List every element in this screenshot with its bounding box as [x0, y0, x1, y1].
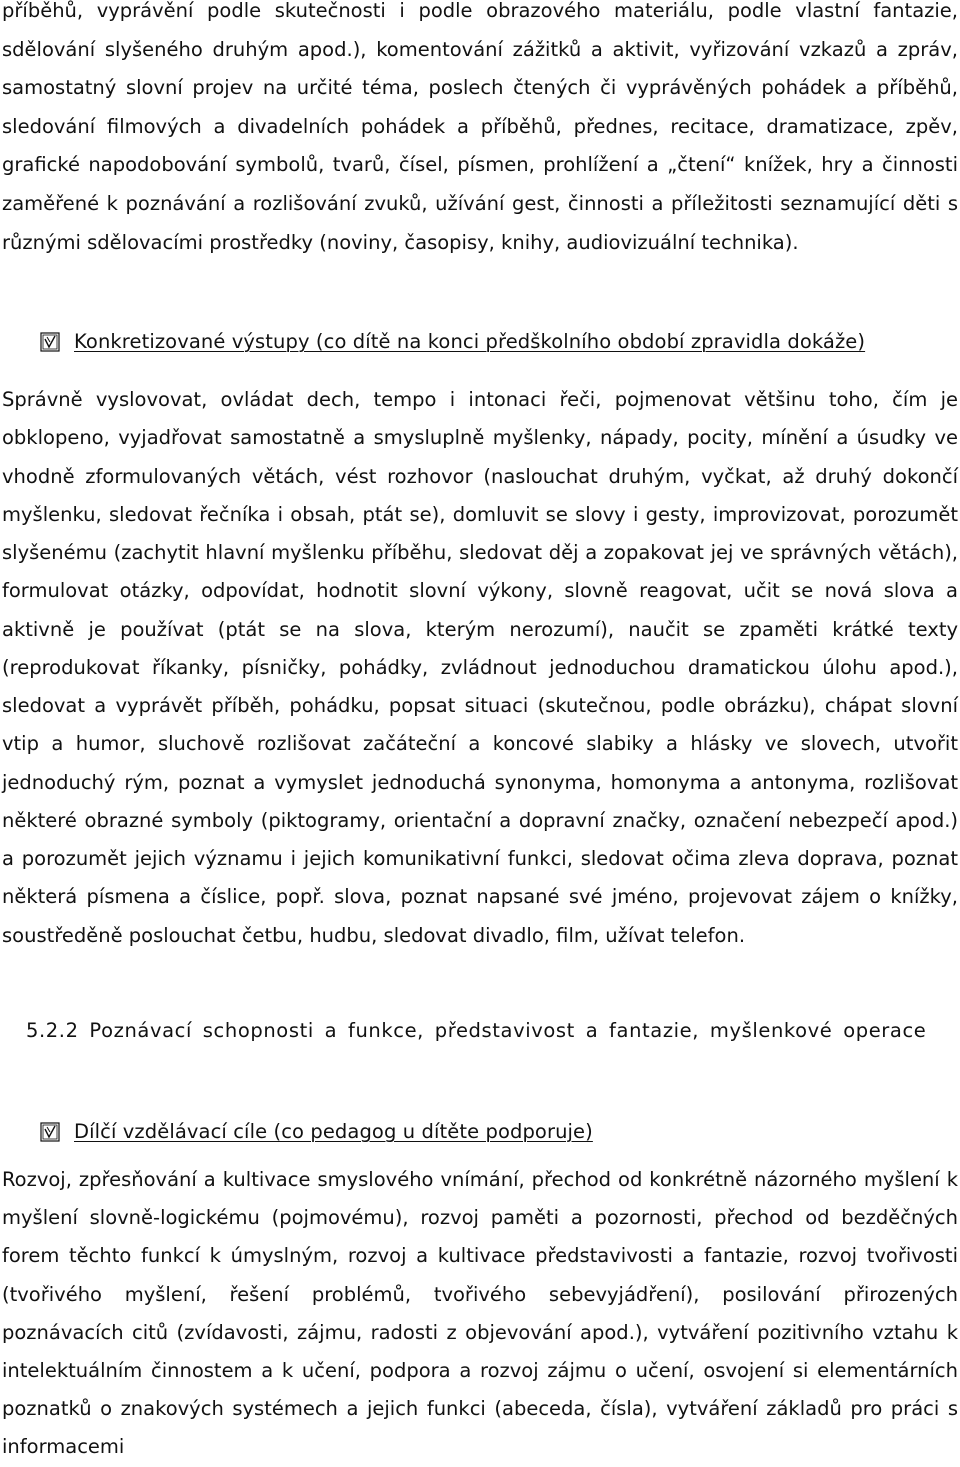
checked-box-icon: [40, 332, 60, 352]
heading-outcomes-row: [40, 326, 865, 356]
heading-goals: Dílčí vzdělávací cíle (co pedagog u dítěte podporuje): [74, 1119, 593, 1143]
heading-goals-row: [40, 1116, 593, 1146]
heading-outcomes: Konkretizované výstupy (co dítě na konci předškolního období zpravidla dokáže): [74, 329, 866, 353]
checked-box-icon: [40, 1122, 60, 1142]
paragraph-activities-continued: příběhů, vyprávění podle skutečnosti i podle obrazového materiálu, podle vlastní fantazie, sdělování slyšeného druhým apod.), komentování zážitků a aktivit, vyřizování vzkazů a zpráv, samostatný slovní projev na určité téma, poslech čtených či vyprávěných pohádek a příběhů, sledování filmových a divadelních pohádek a příběhů, přednes, recitace, dramatizace, zpěv, grafické napodobování symbolů, tvarů, čísel, písmen, prohlížení a „čtení“ knížek, hry a činnosti zaměřené k poznávání a rozlišování zvuků, užívání gest, činnosti a příležitosti seznamující děti s různými sdělovacími prostředky (noviny, časopisy, knihy, audiovizuální technika).: [2, 0, 958, 254]
paragraph-outcomes: Správně vyslovovat, ovládat dech, tempo i intonaci řeči, pojmenovat většinu toho, čím je obklopeno, vyjadřovat samostatně a smysluplně myšlenky, nápady, pocity, mínění a úsudky ve vhodně zformulovaných větách, vést rozhovor (naslouchat druhým, vyčkat, až druhý dokončí myšlenku, sledovat řečníka i obsah, ptát se), domluvit se slovy i gesty, improvizovat, porozumět slyšenému (zachytit hlavní myšlenku příběhu, sledovat děj a zopakovat jej ve správných větách), formulovat otázky, odpovídat, hodnotit slovní výkony, slovně reagovat, učit se nová slova a aktivně je používat (ptát se na slova, kterým nerozumí), naučit se zpaměti krátké texty (reprodukovat říkanky, písničky, pohádky, zvládnout jednoduchou dramatickou úlohu apod.), sledovat a vyprávět příběh, pohádku, popsat situaci (skutečnou, podle obrázku), chápat slovní vtip a humor, sluchově rozlišovat začáteční a koncové slabiky a hlásky ve slovech, utvořit jednoduchý rým, poznat a vymyslet jednoduchá synonyma, homonyma a antonyma, rozlišovat některé obrazné symboly (piktogramy, orientační a dopravní značky, označení nebezpečí apod.) a porozumět jejich významu i jejich komunikativní funkci, sledovat očima zleva doprava, poznat některá písmena a číslice, popř. slova, poznat napsané své jméno, projevovat zájem o knížky, soustředěně poslouchat četbu, hudbu, sledovat divadlo, film, užívat telefon.: [2, 388, 958, 947]
paragraph-goals: Rozvoj, zpřesňování a kultivace smyslového vnímání, přechod od konkrétně názorného myšlení k myšlení slovně-logickému (pojmovému), rozvoj paměti a pozornosti, přechod od bezděčných forem těchto funkcí k úmyslným, rozvoj a kultivace představivosti a fantazie, rozvoj tvořivosti (tvořivého myšlení, řešení problémů, tvořivého sebevyjádření), posilování přirozených poznávacích citů (zvídavosti, zájmu, radosti z objevování apod.), vytváření pozitivního vztahu k intelektuálním činnostem a k učení, podpora a rozvoj zájmu o učení, osvojení si elementárních poznatků o znakových systémech a jejich funkci (abeceda, čísla), vytváření základů pro práci s informacemi: [2, 1168, 958, 1459]
section-title: 5.2.2 Poznávací schopnosti a funkce, představivost a fantazie, myšlenkové operace: [26, 1019, 927, 1042]
